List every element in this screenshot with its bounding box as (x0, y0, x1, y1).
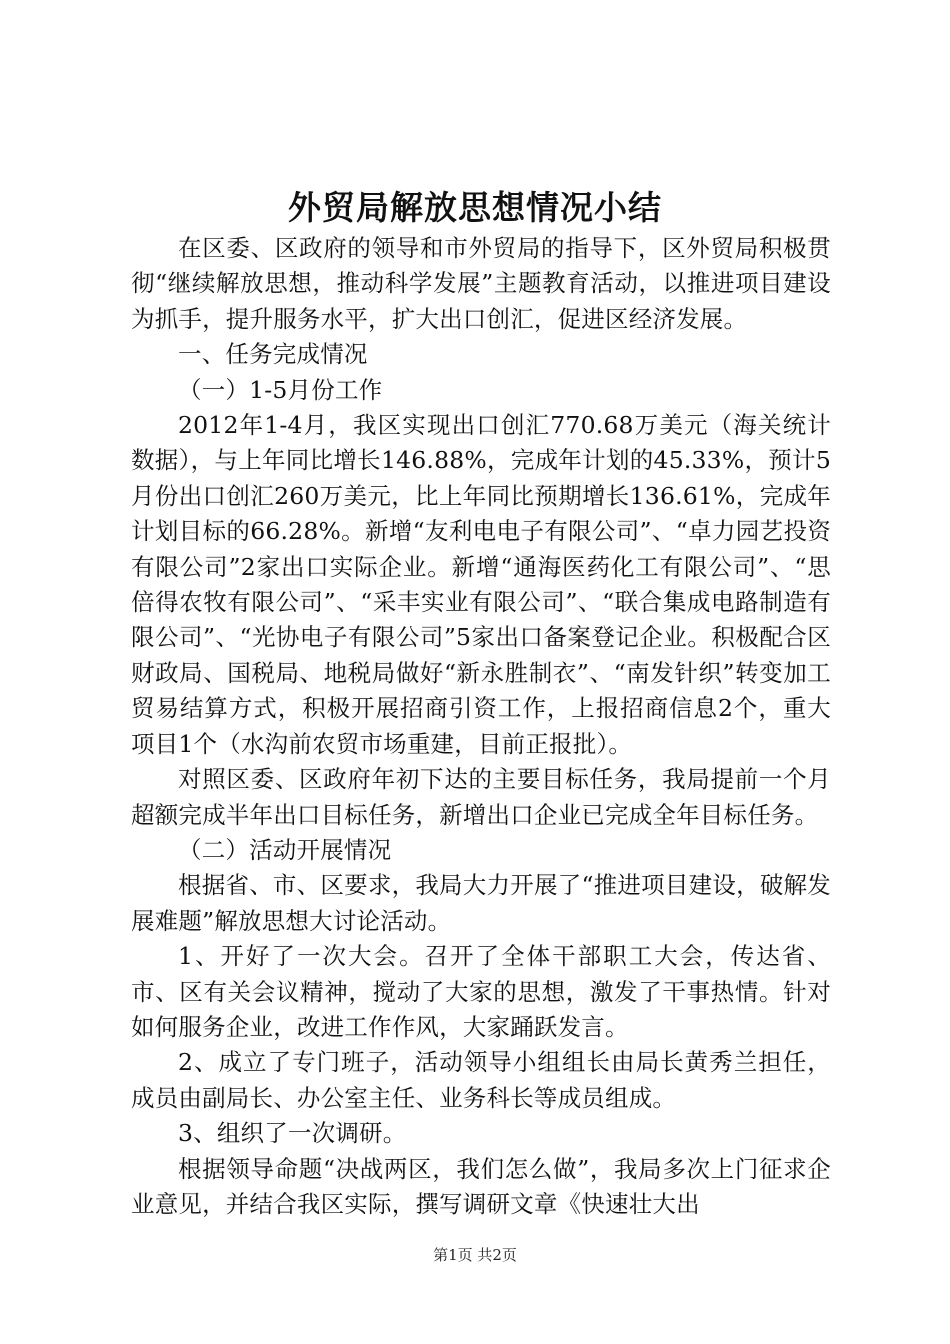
subsection-heading-2: （二）活动开展情况 (178, 835, 392, 864)
document-body (131, 231, 831, 1222)
section-heading-1: 一、任务完成情况 (178, 340, 368, 369)
target-paragraph: 对照区委、区政府年初下达的主要目标任务，我局提前一个月超额完成半年出口目标任务，新增出口企业已完成全年目标任务。 (131, 765, 831, 829)
subsection-heading-1: （一）1-5月份工作 (178, 375, 383, 404)
activity-item-2: 2、成立了专门班子，活动领导小组组长由局长黄秀兰担任，成员由副局长、办公室主任、业务科长等成员组成。 (131, 1048, 831, 1112)
page-footer: 第1页 共2页 (433, 1246, 517, 1264)
intro-paragraph: 在区委、区政府的领导和市外贸局的指导下，区外贸局积极贯彻“继续解放思想，推动科学发展”主题教育活动，以推进项目建设为抓手，提升服务水平，扩大出口创汇，促进区经济发展。 (131, 234, 831, 333)
work-summary-paragraph: 2012年1-4月，我区实现出口创汇770.68万美元（海关统计数据），与上年同比增长146.88%，完成年计划的45.33%，预计5月份出口创汇260万美元，比上年同比预期增长136.61%，完成年计划目标的66.28%。新增“友利电电子有限公司”、“卓力园艺投资有限公司”2家出口实际企业。新增“通海医药化工有限公司”、“思倍得农牧有限公司”、“采丰实业有限公司”、“联合集成电路制造有限公司”、“光协电子有限公司”5家出口备案登记企业。积极配合区财政局、国税局、地税局做好“新永胜制衣”、“南发针织”转变加工贸易结算方式，积极开展招商引资工作，上报招商信息2个，重大项目1个（水沟前农贸市场重建，目前正报批）。 (131, 411, 831, 758)
activity-item-1: 1、开好了一次大会。召开了全体干部职工大会，传达省、市、区有关会议精神，搅动了大家的思想，激发了干事热情。针对如何服务企业，改进工作作风，大家踊跃发言。 (131, 942, 831, 1041)
activity-intro-paragraph: 根据省、市、区要求，我局大力开展了“推进项目建设，破解发展难题”解放思想大讨论活动。 (131, 871, 831, 935)
research-paragraph: 根据领导命题“决战两区，我们怎么做”，我局多次上门征求企业意见，并结合我区实际，撰写调研文章《快速壮大出 (131, 1154, 831, 1218)
document-title: 外贸局解放思想情况小结 (288, 188, 662, 227)
activity-item-3: 3、组织了一次调研。 (178, 1119, 407, 1148)
